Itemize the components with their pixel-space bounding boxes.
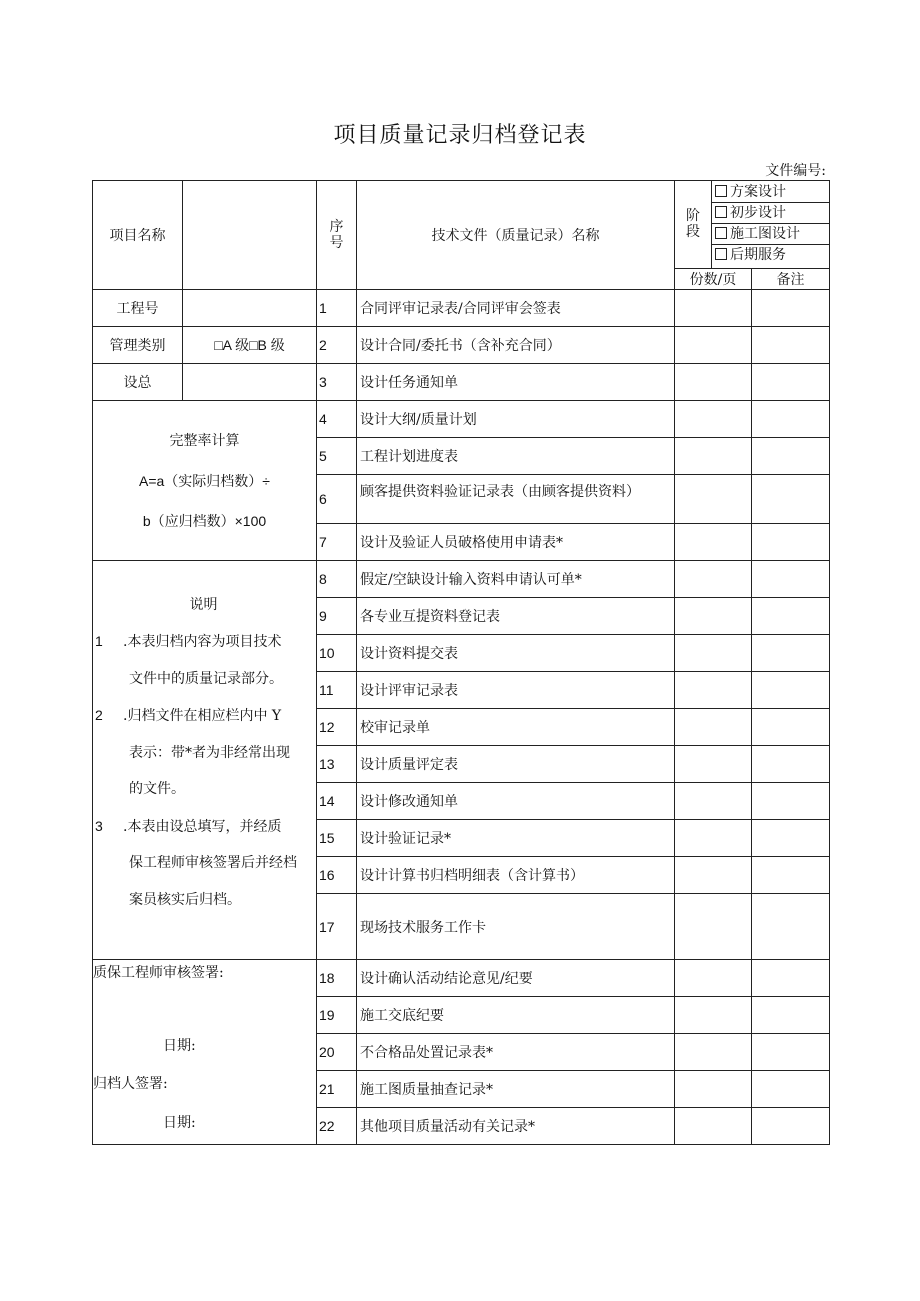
remarks-cell[interactable]: [752, 746, 830, 783]
remarks-cell[interactable]: [752, 524, 830, 561]
row-doc-name: 设计修改通知单: [357, 783, 675, 820]
row-doc-name: 现场技术服务工作卡: [357, 894, 675, 960]
remarks-cell[interactable]: [752, 1108, 830, 1145]
row-doc-name: 顾客提供资料验证记录表（由顾客提供资料）: [357, 475, 675, 524]
row-doc-name: 施工交底纪要: [357, 997, 675, 1034]
remarks-cell[interactable]: [752, 672, 830, 709]
note-text: 文件中的质量记录部分。: [129, 670, 283, 687]
stage-option-post-service[interactable]: 后期服务: [712, 245, 829, 266]
remarks-cell[interactable]: [752, 401, 830, 438]
remarks-cell[interactable]: [752, 997, 830, 1034]
stage-option-preliminary[interactable]: 初步设计: [712, 203, 829, 224]
remarks-cell[interactable]: [752, 327, 830, 364]
row-number: 8: [317, 561, 357, 598]
checkbox-icon[interactable]: [715, 248, 727, 260]
note-text: 保工程师审核签署后并经档: [129, 855, 297, 871]
copies-cell[interactable]: [675, 894, 752, 960]
checkbox-icon[interactable]: [715, 185, 727, 197]
remarks-cell[interactable]: [752, 820, 830, 857]
copies-cell[interactable]: [675, 1108, 752, 1145]
stage-label-2: 段: [686, 224, 700, 240]
row-number: 10: [317, 635, 357, 672]
row-number: 9: [317, 598, 357, 635]
row-doc-name: 不合格品处置记录表*: [357, 1034, 675, 1071]
notes-title: 说明: [189, 597, 218, 613]
qa-sign-label: 质保工程师审核签署:: [93, 965, 224, 981]
row-doc-name: 校审记录单: [357, 709, 675, 746]
doc-name-header: 技术文件（质量记录）名称: [357, 181, 675, 290]
note-text: 表示：带*者为非经常出现: [129, 744, 290, 761]
seq-header: [317, 181, 357, 290]
stage-label-1: 阶: [686, 208, 700, 224]
row-doc-name: 假定/空缺设计输入资料申请认可单*: [357, 561, 675, 598]
row-number: 20: [317, 1034, 357, 1071]
checkbox-icon[interactable]: [715, 206, 727, 218]
calc-formula-line2: b（应归档数）×100: [142, 512, 267, 529]
stage-options: [712, 181, 830, 269]
project-name-label: 项目名称: [93, 181, 183, 290]
page-title: 项目质量记录归档登记表: [333, 123, 587, 148]
copies-cell[interactable]: [675, 820, 752, 857]
row-doc-name: 各专业互提资料登记表: [357, 598, 675, 635]
copies-cell[interactable]: [675, 1034, 752, 1071]
row-number: 18: [317, 960, 357, 997]
copies-cell[interactable]: [675, 598, 752, 635]
copies-cell[interactable]: [675, 746, 752, 783]
row-doc-name: 设计确认活动结论意见/纪要: [357, 960, 675, 997]
director-field[interactable]: [183, 364, 317, 401]
copies-cell[interactable]: [675, 364, 752, 401]
row-number: 4: [317, 401, 357, 438]
row-number: 12: [317, 709, 357, 746]
row-number: 15: [317, 820, 357, 857]
row-number: 6: [317, 475, 357, 524]
note-text: .本表由设总填写，并经质: [123, 818, 282, 835]
copies-cell[interactable]: [675, 1071, 752, 1108]
copies-cell[interactable]: [675, 438, 752, 475]
note-number: 1: [95, 633, 103, 649]
row-number: 5: [317, 438, 357, 475]
row-number: 19: [317, 997, 357, 1034]
remarks-cell[interactable]: [752, 290, 830, 327]
row-doc-name: 设计验证记录*: [357, 820, 675, 857]
row-doc-name: 设计评审记录表: [357, 672, 675, 709]
row-doc-name: 设计计算书归档明细表（含计算书）: [357, 857, 675, 894]
calc-title: 完整率计算: [169, 432, 240, 449]
note-text: .本表归档内容为项目技术: [123, 634, 282, 650]
note-text: .归档文件在相应栏内中 Y: [123, 708, 282, 724]
row-doc-name: 设计资料提交表: [357, 635, 675, 672]
remarks-cell[interactable]: [752, 475, 830, 524]
project-no-field[interactable]: [183, 290, 317, 327]
row-number: 11: [317, 672, 357, 709]
note-number: 2: [95, 707, 103, 723]
row-number: 3: [317, 364, 357, 401]
copies-cell[interactable]: [675, 960, 752, 997]
date-label-archivist: 日期:: [163, 1115, 196, 1131]
remarks-cell[interactable]: [752, 598, 830, 635]
stage-option-construction-drawing[interactable]: 施工图设计: [712, 224, 829, 245]
archivist-sign-label: 归档人签署:: [93, 1076, 168, 1092]
row-doc-name: 设计质量评定表: [357, 746, 675, 783]
row-doc-name: 设计大纲/质量计划: [357, 401, 675, 438]
row-number: 7: [317, 524, 357, 561]
row-number: 16: [317, 857, 357, 894]
note-number: 3: [95, 817, 103, 834]
row-number: 17: [317, 894, 357, 960]
copies-cell[interactable]: [675, 783, 752, 820]
remarks-cell[interactable]: [752, 960, 830, 997]
remarks-cell[interactable]: [752, 783, 830, 820]
copies-cell[interactable]: [675, 327, 752, 364]
copies-cell[interactable]: [675, 857, 752, 894]
notes-section: [93, 561, 317, 960]
row-doc-name: 其他项目质量活动有关记录*: [357, 1108, 675, 1145]
director-label: 设总: [93, 364, 183, 401]
row-doc-name: 设计及验证人员破格使用申请表*: [357, 524, 675, 561]
note-text: 的文件。: [129, 781, 185, 797]
file-number-label: 文件编号:: [765, 163, 826, 179]
copies-cell[interactable]: [675, 475, 752, 524]
remarks-cell[interactable]: [752, 857, 830, 894]
seq-label-2: 号: [329, 235, 344, 251]
stage-option-scheme[interactable]: 方案设计: [712, 182, 829, 203]
checkbox-icon[interactable]: [715, 227, 727, 239]
signature-section: [93, 960, 317, 1145]
stage-header: [675, 181, 712, 269]
row-doc-name: 合同评审记录表/合同评审会签表: [357, 290, 675, 327]
project-name-field[interactable]: [183, 181, 317, 290]
remarks-cell[interactable]: [752, 438, 830, 475]
remarks-cell[interactable]: [752, 364, 830, 401]
calc-formula-line1: A=a（实际归档数）÷: [139, 472, 270, 489]
row-number: 1: [317, 290, 357, 327]
completeness-calc: [93, 401, 317, 561]
remarks-cell[interactable]: [752, 561, 830, 598]
row-number: 21: [317, 1071, 357, 1108]
mgmt-type-options[interactable]: □A 级□B 级: [183, 327, 317, 364]
row-number: 13: [317, 746, 357, 783]
remarks-cell[interactable]: [752, 709, 830, 746]
archive-register-table: [92, 180, 830, 1145]
copies-cell[interactable]: [675, 401, 752, 438]
copies-cell[interactable]: [675, 561, 752, 598]
row-doc-name: 设计任务通知单: [357, 364, 675, 401]
row-doc-name: 工程计划进度表: [357, 438, 675, 475]
copies-cell[interactable]: [675, 997, 752, 1034]
date-label-qa: 日期:: [163, 1038, 196, 1054]
copies-cell[interactable]: [675, 709, 752, 746]
project-no-label: 工程号: [93, 290, 183, 327]
remarks-header: 备注: [752, 269, 830, 290]
row-doc-name: 施工图质量抽查记录*: [357, 1071, 675, 1108]
copies-cell[interactable]: [675, 635, 752, 672]
row-doc-name: 设计合同/委托书（含补充合同）: [357, 327, 675, 364]
mgmt-type-label: 管理类别: [93, 327, 183, 364]
remarks-cell[interactable]: [752, 894, 830, 960]
copies-header: 份数/页: [675, 269, 752, 290]
row-number: 22: [317, 1108, 357, 1145]
remarks-cell[interactable]: [752, 635, 830, 672]
note-text: 案员核实后归档。: [129, 891, 241, 908]
copies-cell[interactable]: [675, 290, 752, 327]
seq-label-1: 序: [329, 219, 344, 235]
row-number: 2: [317, 327, 357, 364]
remarks-cell[interactable]: [752, 1071, 830, 1108]
copies-cell[interactable]: [675, 672, 752, 709]
remarks-cell[interactable]: [752, 1034, 830, 1071]
copies-cell[interactable]: [675, 524, 752, 561]
row-number: 14: [317, 783, 357, 820]
